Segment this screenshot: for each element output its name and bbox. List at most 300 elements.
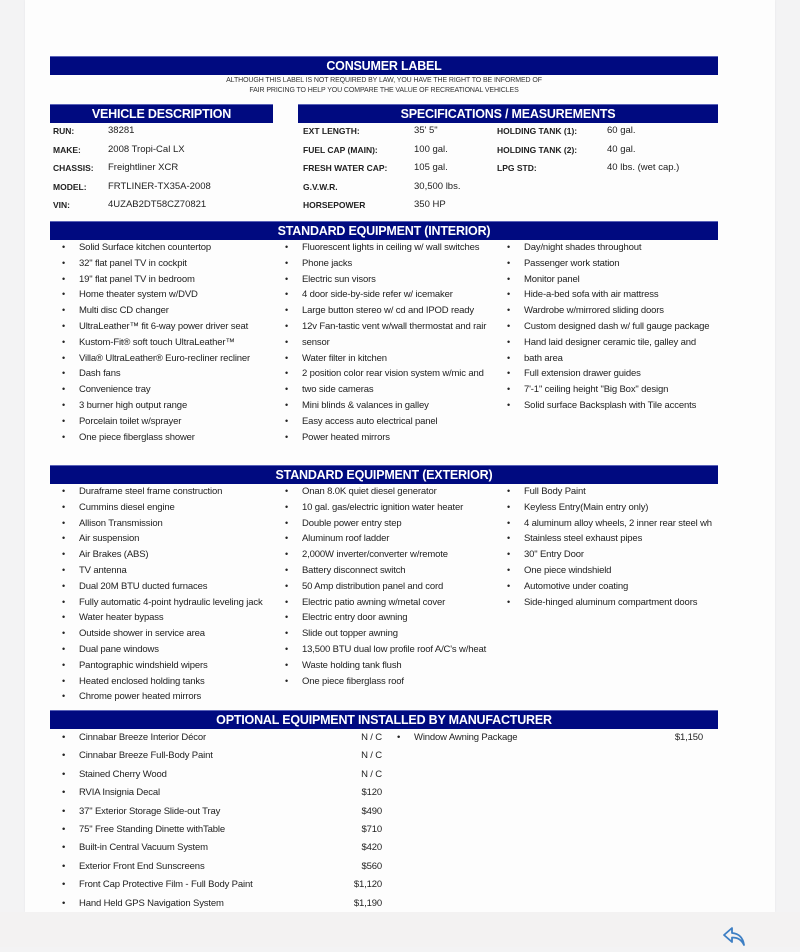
spec-row: [53, 159, 273, 178]
spec-row: [303, 178, 493, 197]
bullet-icon: •: [62, 643, 66, 654]
bullet-icon: •: [507, 257, 511, 268]
list-item-text: One piece fiberglass shower: [79, 431, 195, 443]
bullet-icon: •: [507, 273, 511, 284]
list-item: [278, 563, 500, 579]
list-item-text: Allison Transmission: [79, 517, 163, 529]
spec-key: VIN:: [53, 200, 70, 210]
bullet-icon: •: [507, 501, 511, 512]
list-item-text: Slide out topper awning: [302, 628, 398, 640]
list-item-text: 50 Amp distribution panel and cord: [302, 580, 444, 592]
spec-value: 60 gal.: [607, 125, 636, 136]
option-name: RVIA Insignia Decal: [79, 787, 160, 799]
bullet-icon: •: [285, 368, 289, 379]
list-item: [500, 256, 718, 272]
list-item-text: Kustom-Fit® soft touch UltraLeather™: [79, 336, 235, 348]
spec-value: 105 gal.: [414, 162, 448, 173]
list-item-text: Automotive under coating: [524, 580, 629, 592]
list-item-text: One piece fiberglass roof: [302, 675, 404, 687]
bullet-icon: •: [507, 580, 511, 591]
option-name: Exterior Front End Sunscreens: [79, 860, 205, 872]
option-row: [55, 821, 385, 839]
bullet-icon: •: [507, 564, 511, 575]
list-item-text: Heated enclosed holding tanks: [79, 675, 205, 687]
option-price: $1,190: [353, 897, 382, 909]
spec-key: HORSEPOWER: [303, 200, 366, 210]
option-price: N / C: [361, 768, 382, 780]
list-item-text: Large button stereo w/ cd and IPOD ready: [302, 305, 474, 317]
spec-value: 2008 Tropi-Cal LX: [108, 143, 185, 155]
list-item-text: sensor: [302, 336, 330, 348]
bullet-icon: •: [62, 320, 66, 331]
list-item-text: Cummins diesel engine: [79, 501, 175, 513]
bullet-icon: •: [285, 659, 289, 670]
reply-arrow-icon: [721, 925, 749, 947]
list-item-text: Home theater system w/DVD: [79, 289, 198, 301]
list-item: [278, 531, 500, 547]
bullet-icon: •: [507, 368, 511, 379]
list-item: [55, 674, 280, 690]
bullet-icon: •: [507, 596, 511, 607]
list-item: [500, 563, 718, 579]
option-price: $560: [361, 860, 382, 872]
list-item-text: One piece windshield: [524, 564, 612, 576]
option-name: 75" Free Standing Dinette withTable: [79, 823, 225, 835]
spec-row: [53, 196, 273, 215]
bullet-icon: •: [285, 533, 289, 544]
option-row: [55, 895, 385, 913]
option-row: [55, 839, 385, 857]
list-item: [500, 319, 718, 335]
bullet-icon: •: [62, 533, 66, 544]
list-item: [500, 484, 718, 500]
bullet-icon: •: [62, 596, 66, 607]
viewer-footer-bar: [0, 912, 800, 947]
option-name: Cinnabar Breeze Full-Body Paint: [79, 750, 213, 762]
bullet-icon: •: [285, 628, 289, 639]
bullet-icon: •: [285, 431, 289, 442]
list-item: [55, 626, 280, 642]
bullet-icon: •: [285, 612, 289, 623]
list-item-text: Water filter in kitchen: [302, 352, 387, 364]
spec-value: 35' 5": [414, 125, 438, 136]
spec-key: CHASSIS:: [53, 163, 94, 173]
list-item-text: 4 door side-by-side refer w/ icemaker: [302, 289, 453, 301]
bullet-icon: •: [62, 691, 66, 702]
bullet-icon: •: [507, 242, 511, 252]
list-item: [278, 414, 500, 430]
list-item: [278, 642, 500, 658]
spec-value: 350 HP: [414, 199, 446, 210]
list-item: [500, 335, 718, 351]
list-item-text: Keyless Entry(Main entry only): [524, 501, 649, 513]
list-item: [500, 240, 718, 256]
bullet-icon: •: [285, 501, 289, 512]
bullet-icon: •: [507, 399, 511, 410]
list-item: [278, 382, 500, 398]
list-item-text: Side-hinged aluminum compartment doors: [524, 596, 698, 608]
list-item: [500, 287, 718, 303]
option-row: [55, 729, 385, 747]
bullet-icon: •: [62, 273, 66, 284]
list-item-text: Full extension drawer guides: [524, 368, 641, 380]
spec-row: [53, 141, 273, 160]
list-item: [55, 484, 280, 500]
bullet-icon: •: [62, 879, 66, 891]
bullet-icon: •: [62, 501, 66, 512]
list-item-text: TV antenna: [79, 564, 127, 576]
bullet-icon: •: [285, 580, 289, 591]
list-item: [278, 658, 500, 674]
bullet-icon: •: [62, 787, 66, 799]
list-item-text: Easy access auto electrical panel: [302, 415, 438, 427]
list-item-text: Dual 20M BTU ducted furnaces: [79, 580, 208, 592]
list-item-text: Electric entry door awning: [302, 612, 408, 624]
spec-value: FRTLINER-TX35A-2008: [108, 180, 211, 192]
optional-list-left: [55, 729, 385, 913]
list-item-text: Air suspension: [79, 533, 140, 545]
list-item: [500, 351, 718, 367]
option-price: N / C: [361, 732, 382, 743]
bullet-icon: •: [62, 549, 66, 560]
bullet-icon: •: [285, 517, 289, 528]
bullet-icon: •: [62, 486, 66, 496]
list-item-text: 3 burner high output range: [79, 399, 188, 411]
list-item-text: two side cameras: [302, 384, 374, 396]
list-item: [278, 256, 500, 272]
list-item-text: Solid surface Backsplash with Tile accents: [524, 399, 697, 411]
bullet-icon: •: [62, 750, 66, 762]
list-item: [500, 303, 718, 319]
list-item: [500, 382, 718, 398]
bullet-icon: •: [62, 768, 66, 780]
list-item-text: Multi disc CD changer: [79, 305, 169, 317]
list-item-text: Solid Surface kitchen countertop: [79, 242, 211, 253]
label-subtitle-line2: FAIR PRICING TO HELP YOU COMPARE THE VALUE OF RECREATIONAL VEHICLES: [249, 87, 519, 94]
list-item-text: Villa® UltraLeather® Euro-recliner recliner: [79, 352, 251, 364]
spec-value: Freightliner XCR: [108, 162, 179, 173]
bullet-icon: •: [62, 612, 66, 623]
bullet-icon: •: [507, 320, 511, 331]
spec-key: FRESH WATER CAP:: [303, 163, 388, 173]
bullet-icon: •: [62, 305, 66, 316]
bullet-icon: •: [62, 860, 66, 872]
list-item: [278, 484, 500, 500]
list-item: [55, 414, 280, 430]
bullet-icon: •: [285, 242, 289, 252]
list-item-text: Porcelain toilet w/sprayer: [79, 415, 182, 427]
list-item: [55, 335, 280, 351]
option-price: N / C: [361, 750, 382, 762]
list-item: [55, 351, 280, 367]
list-item-text: Electric patio awning w/metal cover: [302, 596, 446, 608]
spec-row: [303, 196, 493, 215]
list-item: [500, 579, 718, 595]
list-item-text: 10 gal. gas/electric ignition water heater: [302, 501, 464, 513]
specifications-right-table: [497, 122, 717, 178]
bullet-icon: •: [285, 549, 289, 560]
list-item: [55, 579, 280, 595]
spec-row: [497, 122, 717, 141]
list-item-text: Waste holding tank flush: [302, 659, 402, 671]
vehicle-description-table: [53, 122, 273, 215]
bullet-icon: •: [285, 643, 289, 654]
bullet-icon: •: [62, 564, 66, 575]
bullet-icon: •: [62, 415, 66, 426]
bullet-icon: •: [507, 336, 511, 347]
bullet-icon: •: [62, 352, 66, 363]
option-price: $1,150: [674, 732, 703, 743]
bullet-icon: •: [62, 384, 66, 395]
list-item: [278, 319, 500, 335]
option-name: 37" Exterior Storage Slide-out Tray: [79, 805, 221, 817]
bullet-icon: •: [62, 628, 66, 639]
list-item-text: Day/night shades throughout: [524, 242, 642, 253]
list-item-text: Outside shower in service area: [79, 628, 205, 640]
label-subtitle-line1: ALTHOUGH THIS LABEL IS NOT REQUIRED BY LAW, YOU HAVE THE RIGHT TO BE INFORMED OF: [226, 77, 542, 84]
spec-key: MODEL:: [53, 181, 87, 192]
list-item-text: Duraframe steel frame construction: [79, 486, 223, 497]
option-row: [55, 766, 385, 784]
interior-list-col3: [500, 240, 718, 414]
consumer-label-title: CONSUMER LABEL: [50, 56, 718, 75]
list-item: [55, 610, 280, 626]
list-item: [55, 272, 280, 288]
list-item: [55, 658, 280, 674]
bullet-icon: •: [285, 289, 289, 300]
bullet-icon: •: [397, 732, 401, 743]
list-item: [55, 382, 280, 398]
bullet-icon: •: [285, 415, 289, 426]
list-item: [278, 516, 500, 532]
list-item-text: Electric sun visors: [302, 273, 376, 285]
list-item: [55, 500, 280, 516]
list-item-text: Dual pane windows: [79, 643, 159, 655]
spec-key: HOLDING TANK (1):: [497, 126, 578, 136]
list-item: [500, 547, 718, 563]
list-item-text: Hide-a-bed sofa with air mattress: [524, 289, 659, 301]
list-item-text: bath area: [524, 352, 563, 364]
bullet-icon: •: [285, 399, 289, 410]
list-item-text: 32" flat panel TV in cockpit: [79, 257, 187, 269]
list-item: [278, 303, 500, 319]
spec-key: FUEL CAP (MAIN):: [303, 144, 378, 155]
list-item: [500, 500, 718, 516]
list-item: [55, 547, 280, 563]
list-item: [500, 366, 718, 382]
list-item-text: 12v Fan-tastic vent w/wall thermostat and rair: [302, 320, 487, 332]
list-item-text: Passenger work station: [524, 257, 620, 269]
list-item-text: Phone jacks: [302, 257, 353, 269]
list-item-text: Air Brakes (ABS): [79, 549, 149, 561]
bullet-icon: •: [62, 842, 66, 854]
list-item: [278, 500, 500, 516]
list-item-text: 2,000W inverter/converter w/remote: [302, 549, 448, 561]
optional-list-right: [390, 729, 705, 747]
list-item: [278, 579, 500, 595]
bullet-icon: •: [62, 289, 66, 300]
spec-key: RUN:: [53, 126, 75, 136]
spec-row: [53, 122, 273, 141]
list-item: [278, 351, 500, 367]
bullet-icon: •: [507, 384, 511, 395]
list-item-text: Monitor panel: [524, 273, 580, 285]
list-item: [500, 516, 718, 532]
specifications-left-table: [303, 122, 493, 215]
list-item: [278, 547, 500, 563]
option-row: [55, 803, 385, 821]
list-item-text: Double power entry step: [302, 517, 402, 529]
option-row: [390, 729, 705, 747]
list-item-text: Fully automatic 4-point hydraulic leveling jack: [79, 596, 263, 608]
list-item: [55, 303, 280, 319]
bullet-icon: •: [62, 242, 66, 252]
bullet-icon: •: [62, 368, 66, 379]
option-name: Front Cap Protective Film - Full Body Paint: [79, 879, 253, 891]
list-item: [278, 626, 500, 642]
optional-equipment-heading: OPTIONAL EQUIPMENT INSTALLED BY MANUFACTURER: [50, 710, 718, 729]
list-item: [55, 531, 280, 547]
option-row: [55, 858, 385, 876]
exterior-list-col2: [278, 484, 500, 689]
bullet-icon: •: [285, 486, 289, 496]
list-item-text: UltraLeather™ fit 6-way power driver seat: [79, 320, 249, 332]
spec-value: 38281: [108, 125, 135, 136]
bullet-icon: •: [285, 273, 289, 284]
list-item: [55, 366, 280, 382]
list-item: [55, 240, 280, 256]
option-price: $1,120: [353, 879, 382, 891]
list-item-text: 2 position color rear vision system w/mic and: [302, 368, 484, 380]
specifications-heading: SPECIFICATIONS / MEASUREMENTS: [298, 104, 718, 123]
list-item: [55, 595, 280, 611]
bullet-icon: •: [62, 675, 66, 686]
list-item-text: 30" Entry Door: [524, 549, 584, 561]
bullet-icon: •: [507, 549, 511, 560]
option-name: Stained Cherry Wood: [79, 768, 167, 780]
spec-key: G.V.W.R.: [303, 181, 338, 192]
bullet-icon: •: [62, 431, 66, 442]
option-name: Built-in Central Vacuum System: [79, 842, 208, 854]
list-item: [500, 595, 718, 611]
vehicle-description-heading: VEHICLE DESCRIPTION: [50, 104, 273, 123]
list-item: [278, 272, 500, 288]
bullet-icon: •: [507, 289, 511, 300]
list-item-text: 13,500 BTU dual low profile roof A/C's w/heat: [302, 643, 487, 655]
list-item: [55, 256, 280, 272]
list-item-text: Pantographic windshield wipers: [79, 659, 208, 671]
bullet-icon: •: [285, 257, 289, 268]
option-name: Window Awning Package: [414, 732, 518, 743]
bullet-icon: •: [62, 336, 66, 347]
bullet-icon: •: [62, 257, 66, 268]
spec-value: 30,500 lbs.: [414, 180, 461, 192]
list-item-text: Fluorescent lights in ceiling w/ wall switches: [302, 242, 480, 253]
list-item-text: 7'-1" ceiling height "Big Box" design: [524, 384, 669, 396]
list-item-text: Onan 8.0K quiet diesel generator: [302, 486, 437, 497]
bullet-icon: •: [285, 596, 289, 607]
option-price: $710: [361, 823, 382, 835]
list-item: [55, 398, 280, 414]
list-item-text: Full Body Paint: [524, 486, 586, 497]
list-item: [278, 366, 500, 382]
spec-value: 40 lbs. (wet cap.): [607, 162, 680, 173]
list-item-text: Power heated mirrors: [302, 431, 390, 443]
list-item-text: Stainless steel exhaust pipes: [524, 533, 643, 545]
list-item-text: 19" flat panel TV in bedroom: [79, 273, 195, 285]
list-item-text: Chrome power heated mirrors: [79, 691, 202, 703]
spec-row: [303, 141, 493, 160]
bullet-icon: •: [507, 486, 511, 496]
list-item-text: Hand laid designer ceramic tile, galley and: [524, 336, 697, 348]
spec-key: EXT LENGTH:: [303, 126, 360, 136]
spec-row: [497, 159, 717, 178]
option-name: Hand Held GPS Navigation System: [79, 897, 224, 909]
bullet-icon: •: [507, 305, 511, 316]
list-item: [278, 287, 500, 303]
option-row: [55, 876, 385, 894]
list-item: [500, 272, 718, 288]
list-item-text: Wardrobe w/mirrored sliding doors: [524, 305, 664, 317]
list-item: [55, 516, 280, 532]
spec-row: [497, 141, 717, 160]
list-item-text: Mini blinds & valances in galley: [302, 399, 429, 411]
option-price: $420: [361, 842, 382, 854]
list-item-text: Water heater bypass: [79, 612, 164, 624]
bullet-icon: •: [62, 897, 66, 909]
list-item: [500, 531, 718, 547]
spec-value: 4UZAB2DT58CZ70821: [108, 199, 207, 210]
option-price: $120: [361, 787, 382, 799]
exterior-list-col1: [55, 484, 280, 705]
bullet-icon: •: [285, 675, 289, 686]
list-item: [278, 610, 500, 626]
bullet-icon: •: [285, 384, 289, 395]
spec-key: HOLDING TANK (2):: [497, 144, 578, 155]
list-item-text: 4 aluminum alloy wheels, 2 inner rear steel wh: [524, 517, 712, 529]
share-icon[interactable]: [721, 925, 749, 947]
list-item: [55, 319, 280, 335]
list-item: [278, 335, 500, 351]
bullet-icon: •: [62, 659, 66, 670]
spec-value: 100 gal.: [414, 143, 448, 155]
bullet-icon: •: [62, 732, 66, 743]
bullet-icon: •: [285, 320, 289, 331]
interior-list-col2: [278, 240, 500, 445]
list-item: [278, 595, 500, 611]
option-row: [55, 747, 385, 765]
option-row: [55, 784, 385, 802]
interior-list-col1: [55, 240, 280, 445]
bullet-icon: •: [285, 352, 289, 363]
interior-equipment-heading: STANDARD EQUIPMENT (INTERIOR): [50, 221, 718, 240]
bullet-icon: •: [62, 823, 66, 835]
exterior-equipment-heading: STANDARD EQUIPMENT (EXTERIOR): [50, 465, 718, 484]
list-item: [278, 240, 500, 256]
bullet-icon: •: [62, 805, 66, 817]
list-item-text: Dash fans: [79, 368, 121, 380]
bullet-icon: •: [62, 517, 66, 528]
list-item: [55, 642, 280, 658]
bullet-icon: •: [507, 517, 511, 528]
bullet-icon: •: [62, 580, 66, 591]
list-item-text: Aluminum roof ladder: [302, 533, 390, 545]
list-item: [500, 398, 718, 414]
bullet-icon: •: [285, 305, 289, 316]
list-item: [55, 563, 280, 579]
option-price: $490: [361, 805, 382, 817]
list-item: [278, 674, 500, 690]
